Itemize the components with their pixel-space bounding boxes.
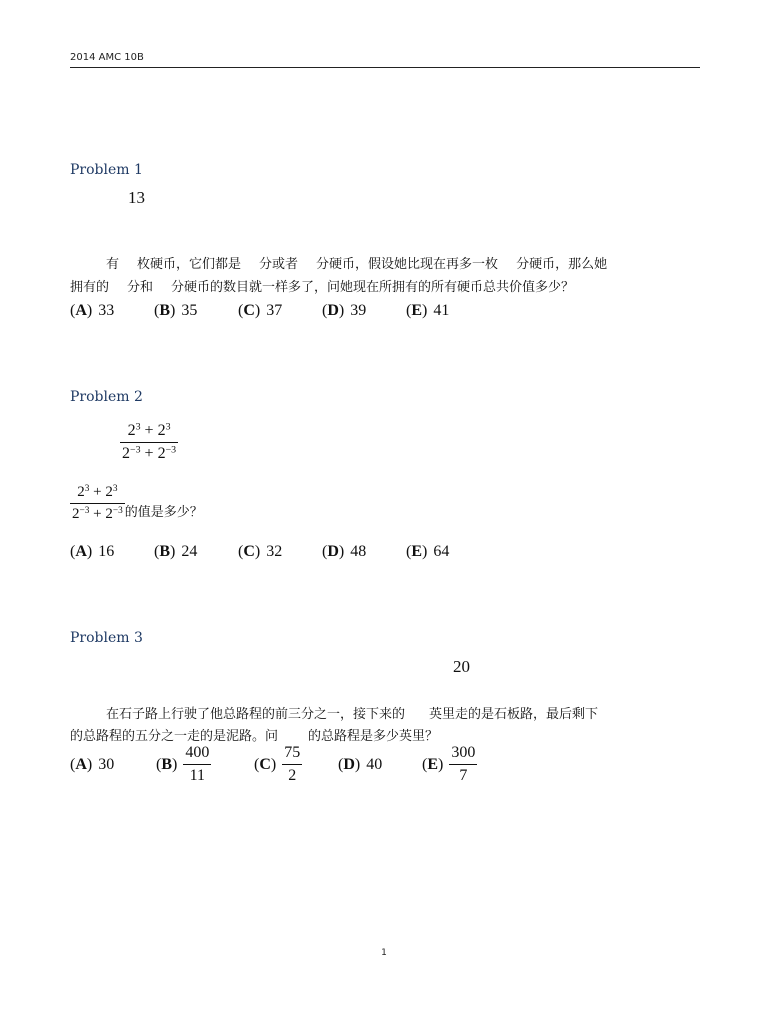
problem-1-choices [70,302,449,320]
choice-a: (A) 30 [70,755,115,773]
text-fragment: 分和 [127,280,154,295]
choice-c: (C) 32 [238,543,283,560]
choice-a: (A) 33 [70,302,115,319]
choice-a: (A) 16 [70,543,115,560]
choice-e: (E) 64 [406,543,450,560]
text-fragment: 分硬币，假设她比现在再多一枚 [316,257,499,272]
text-fragment: 分或者 [259,257,299,272]
problem-1-text-line-2 [70,276,574,299]
problem-2-question [70,484,203,524]
problem-3-text-line-1 [106,703,598,726]
problem-2-display-fraction: $\frac{2^3 + 2^3}{2^{-3} + 2^{-3}}$ [122,421,177,463]
header-divider [70,67,700,68]
problem-3-title: Problem 3 [70,630,143,646]
problem-2-inline-fraction: $\frac{2^3 + 2^3}{2^{-3} + 2^{-3}}$ [72,483,123,523]
problem-2-choices [70,543,449,561]
choice-e: (E) 41 [406,302,450,319]
text-fragment: 的总路程是多少英里？ [308,729,439,744]
text-fragment: 在石子路上行驶了他总路程的前三分之一，接下来的 [106,707,406,722]
page-number: 1 [381,948,387,958]
problem-3-display-math: 20 [453,657,470,676]
choice-e: (E) $\frac{300}{7}$ [422,744,476,785]
text-fragment: 分硬币的数目就一样多了，问她现在所拥有的所有硬币总共价值多少？ [171,280,575,295]
choice-d: (D) 40 [338,755,383,773]
text-fragment: 有 [106,257,120,272]
text-fragment: 拥有的 [70,280,110,295]
problem-1-display-math: 13 [128,188,145,207]
problem-1-title: Problem 1 [70,162,143,178]
problem-3-choices [70,744,477,786]
choice-b: (B) 35 [154,302,198,319]
text-fragment: 的总路程的五分之一走的是泥路。问 [70,729,279,744]
problem-2-question-suffix: 的值是多少？ [124,504,203,520]
text-fragment: 英里走的是石板路，最后剩下 [429,707,599,722]
header-title: 2014 AMC 10B [70,52,144,63]
choice-b: (B) $\frac{400}{11}$ [156,744,210,785]
choice-c: (C) 37 [238,302,283,319]
choice-c: (C) $\frac{75}{2}$ [254,744,301,785]
text-fragment: 分硬币，那么她 [516,257,608,272]
choice-d: (D) 39 [322,302,367,319]
text-fragment: 枚硬币，它们都是 [137,257,242,272]
problem-2-title: Problem 2 [70,389,143,405]
choice-d: (D) 48 [322,543,367,560]
problem-1-text-line-1 [106,253,607,276]
choice-b: (B) 24 [154,543,198,560]
